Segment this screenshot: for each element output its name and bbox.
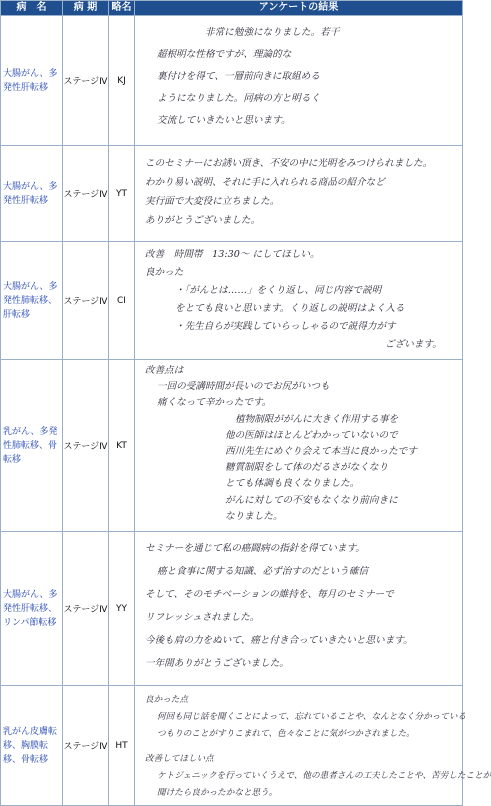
survey-line: ケトジェニックを行っていくうえで、他の患者さんの工夫したことや、苦労したことが: [157, 771, 491, 781]
survey-line: ございます。: [385, 339, 442, 350]
survey-line: をとても良いと思います。くり返しの説明はよく入る: [175, 303, 405, 314]
survey-cell: [135, 16, 463, 146]
survey-line: 非常に勉強になりました。若干: [205, 27, 340, 38]
survey-line: 一年間ありがとうございました。: [145, 658, 289, 669]
survey-line: つもりのことがすりこまれて、色々なことに気がつかされました。: [157, 729, 415, 739]
survey-line: 良かった: [145, 267, 184, 278]
survey-line: 癌と食事に関する知識、必ず治すのだという確信: [157, 566, 369, 577]
disease-cell: 大腸がん、多発性肺転移、肝転移: [1, 242, 63, 360]
survey-line: 西川先生にめぐり会えて本当に良かったです: [225, 446, 417, 458]
abbr-cell: YT: [109, 146, 135, 242]
disease-cell: 大腸がん、多発性肝転移: [1, 16, 63, 146]
survey-line: セミナーを通じて私の癌闘病の指針を得ています。: [145, 543, 365, 554]
stage-cell: ステージⅣ: [63, 16, 109, 146]
header-survey: アンケートの結果: [135, 1, 463, 16]
stage-cell: ステージⅣ: [63, 146, 109, 242]
table-row: [1, 532, 463, 686]
survey-line: このセミナーにお誘い頂き、不安の中に光明をみつけられました。: [145, 158, 433, 169]
survey-line: ようになりました。同病の方と明るく: [157, 93, 321, 104]
abbr-cell: CI: [109, 242, 135, 360]
stage-cell: ステージⅣ: [63, 242, 109, 360]
survey-line: 今後も肩の力をぬいて、癌と付き合っていきたいと思います。: [145, 635, 413, 646]
survey-line: 改善点は: [145, 365, 184, 376]
survey-line: がんに対しての不安もなくなり前向きに: [225, 494, 398, 506]
survey-line: 聞けたら良かったかなと思う。: [157, 788, 278, 798]
survey-cell: [135, 360, 463, 532]
stage-cell: ステージⅣ: [63, 686, 109, 806]
table-row: [1, 146, 463, 242]
survey-cell: [135, 686, 491, 806]
table-row: [1, 360, 463, 532]
disease-cell: 乳がん皮膚転移、胸膜転移、骨転移: [1, 686, 63, 806]
abbr-cell: YY: [109, 532, 135, 686]
disease-cell: 乳がん、多発性肺転移、骨転移: [1, 360, 63, 532]
survey-line: 一回の受講時間が長いのでお尻がいつも: [157, 381, 330, 393]
survey-cell: [135, 242, 463, 360]
disease-cell: 大腸がん、多発性肝転移: [1, 146, 63, 242]
survey-line: ありがとうございました。: [145, 215, 261, 226]
survey-line: 交流していきたいと思います。: [157, 115, 291, 126]
survey-line: 改善 時間帯 13:30〜 にしてほしい。: [145, 249, 320, 260]
survey-line: ・先生自らが実践していらっしゃるので説得力がす: [175, 321, 396, 332]
disease-cell: 大腸がん、多発性肝転移、リンパ節転移: [1, 532, 63, 686]
survey-line: そして、そのモチベーションの維持を、毎月のセミナーで: [145, 589, 394, 600]
survey-line: なりました。: [225, 510, 283, 522]
table-row: [1, 16, 463, 146]
table-row: [1, 686, 463, 806]
header-stage: 病 期: [63, 1, 109, 16]
survey-line: 何回も同じ話を聞くことによって、忘れていることや、なんとなく分かっている: [157, 712, 467, 722]
header-abbr: 略名: [109, 1, 135, 16]
survey-line: 改善してほしい点: [145, 754, 214, 764]
header-disease: 病 名: [1, 1, 63, 16]
table-row: [1, 242, 463, 360]
survey-line: 超根明な性格ですが、理論的な: [157, 49, 292, 60]
survey-line: 良かった点: [145, 695, 188, 705]
stage-cell: ステージⅣ: [63, 360, 109, 532]
survey-line: ・「がんとは……」をくり返し、同じ内容で説明: [175, 285, 382, 296]
survey-cell: [135, 532, 463, 686]
survey-line: 痛くなって辛かったです。: [157, 397, 272, 409]
abbr-cell: HT: [109, 686, 135, 806]
survey-line: 他の医師はほとんどわかっていないので: [225, 429, 398, 441]
survey-line: 植物制限ががんに大きく作用する事を: [235, 413, 399, 425]
survey-line: 糖質制限をして体のだるさがなくなり: [225, 462, 389, 474]
survey-line: 実行面で大変役に立ちました。: [145, 196, 280, 207]
stage-cell: ステージⅣ: [63, 532, 109, 686]
abbr-cell: KT: [109, 360, 135, 532]
survey-line: わかり易い説明、それに手に入れられる商品の紹介など: [145, 177, 385, 188]
survey-cell: [135, 146, 463, 242]
abbr-cell: KJ: [109, 16, 135, 146]
survey-line: リフレッシュされました。: [145, 612, 260, 623]
header-row: [1, 1, 463, 16]
survey-line: 裏付けを得て、一層前向きに取組める: [157, 71, 320, 82]
survey-line: とても体調も良くなりました。: [225, 478, 360, 490]
